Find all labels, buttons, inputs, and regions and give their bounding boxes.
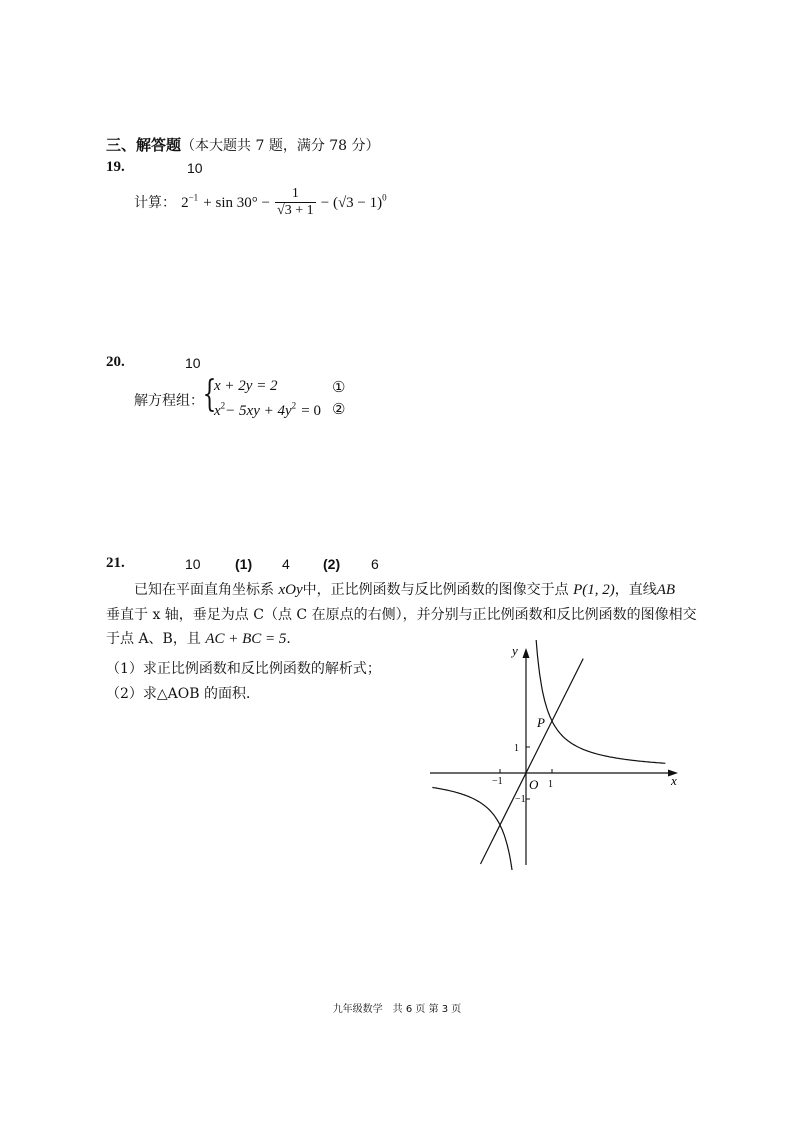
q20-label: 解方程组：: [134, 393, 204, 409]
q21-part2-tag: (2): [323, 556, 341, 572]
q21-line1-c: ，直线: [614, 582, 657, 598]
q21-condition: AC + BC = 5: [205, 631, 287, 647]
q19-frac-den: √3 + 1: [277, 203, 314, 218]
q20-eq2-sup1: 2: [220, 400, 226, 411]
q21-line3-b: ．: [286, 631, 301, 647]
q21-point-p: P(1, 2): [573, 582, 615, 598]
q21-line2: 垂直于 x 轴，垂足为点 C（点 C 在原点的右侧），并分别与正比例函数和反比例函数的图像相交: [106, 607, 697, 623]
q19-label: 计算：: [134, 195, 176, 211]
q21-part1-tag: (1): [235, 556, 253, 572]
q19-number: 19.: [106, 159, 125, 175]
q21-sub2: （2）求△AOB 的面积．: [106, 686, 260, 702]
q20-eq2-mark: ②: [332, 402, 346, 418]
section-note: （本大题共 7 题，满分 78 分）: [181, 138, 380, 154]
q21-line3-a: 于点 A、B，且: [106, 631, 201, 647]
q21-part2-points: 6: [371, 556, 379, 572]
tick-label-x-neg: −1: [492, 776, 503, 787]
section-heading: [106, 134, 380, 155]
q20-eq2-b: − 5xy + 4y: [225, 403, 292, 419]
tick-label-y-neg: −1: [515, 794, 526, 805]
q21-graph: [420, 640, 690, 870]
q20-eq2: [214, 400, 321, 420]
q19-fraction: [275, 186, 316, 219]
q20-eq2-sup2: 2: [291, 400, 297, 411]
q21-line3: [106, 628, 300, 648]
q21-line1-a: 已知在平面直角坐标系: [134, 582, 274, 598]
q20-number: 20.: [106, 354, 125, 370]
q19-points: 10: [187, 160, 203, 176]
label-point-p: P: [537, 715, 545, 730]
q19-term-c: − (√3 − 1): [320, 195, 383, 211]
section-title: 三、解答题: [106, 136, 182, 154]
tick-label-x-pos: 1: [548, 779, 553, 790]
q19-term-a: 2: [181, 195, 189, 211]
q20-eq2-c: = 0: [301, 403, 321, 419]
label-origin: O: [529, 777, 539, 792]
q21-part1-points: 4: [282, 556, 290, 572]
hyperbola-branch-q1: [535, 640, 665, 763]
label-y: y: [512, 643, 518, 658]
q20-brace: {: [202, 374, 217, 415]
q21-xoy: xOy: [278, 582, 303, 598]
y-axis-arrow: [523, 648, 530, 658]
tick-label-y-pos: 1: [514, 743, 519, 754]
q20-points: 10: [185, 355, 201, 371]
q20-eq1-mark: ①: [332, 380, 346, 396]
q21-line-ab: AB: [656, 582, 676, 598]
q20-eq2-a: x: [214, 403, 221, 419]
q20-eq1: x + 2y = 2: [214, 378, 278, 394]
page-footer: 九年级数学 共 6 页 第 3 页: [332, 1004, 462, 1015]
hyperbola-branch-q3: [432, 787, 512, 870]
q19-expression: [134, 186, 387, 219]
q21-line1: [134, 579, 675, 599]
q21-number: 21.: [106, 555, 125, 571]
proportional-line: [481, 659, 584, 864]
q19-frac-num: 1: [275, 186, 316, 203]
q19-term-a-exp: −1: [188, 192, 199, 203]
q21-sub1: （1）求正比例函数和反比例函数的解析式；: [106, 661, 381, 677]
label-x: x: [671, 773, 677, 788]
q21-points: 10: [185, 556, 201, 572]
q21-line1-b: 中，正比例函数与反比例函数的图像交于点: [302, 582, 569, 598]
q19-term-c-exp: 0: [382, 192, 387, 203]
q19-term-b: + sin 30° −: [203, 195, 270, 211]
